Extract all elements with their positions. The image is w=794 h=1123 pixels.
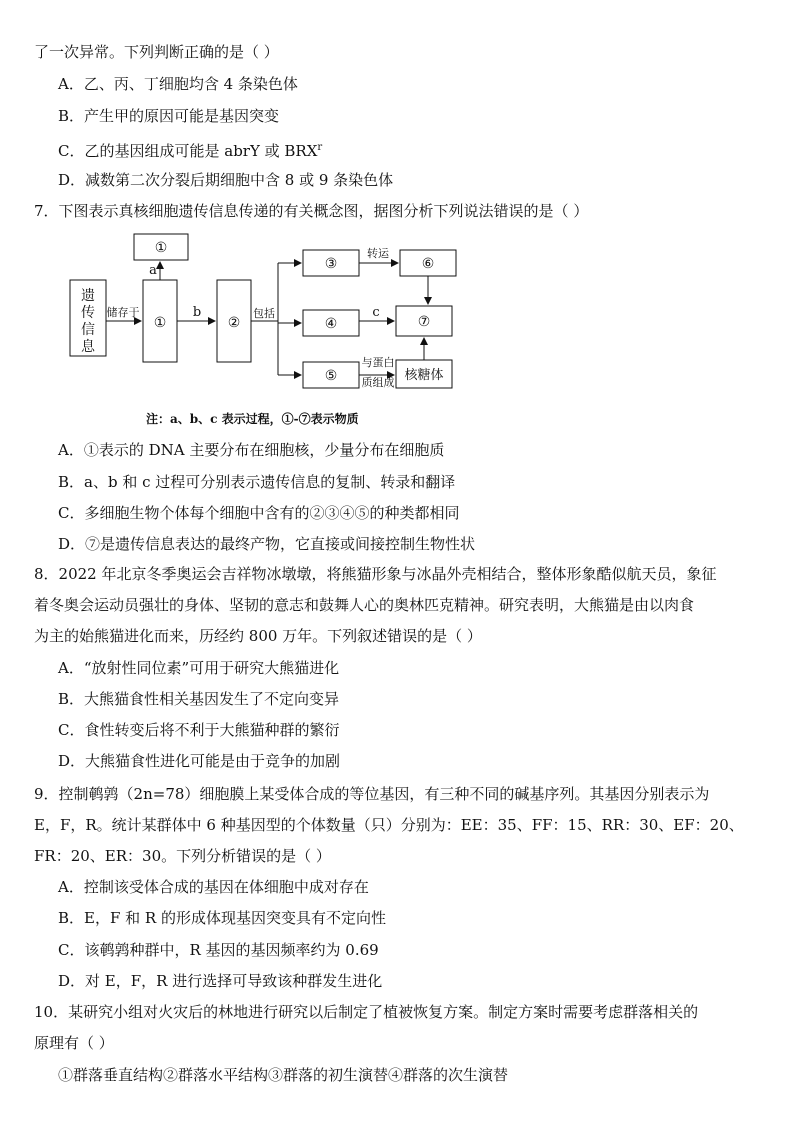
box-3-label: ③ [324, 256, 338, 272]
process-c-label: c [372, 305, 380, 320]
box-5-label: ⑤ [324, 368, 338, 384]
q9-option-d: D．对 E，F，R 进行选择可导致该种群发生进化 [58, 972, 383, 990]
include-label: 包括 [253, 307, 275, 320]
stored-in-label: 储存于 [106, 306, 140, 319]
q6-option-c-sup: r [317, 142, 323, 153]
q7-diagram-note: 注：a、b、c 表示过程，①-⑦表示物质 [146, 412, 359, 426]
q7-option-d: D．⑦是遗传信息表达的最终产物，它直接或间接控制生物性状 [58, 535, 476, 553]
process-b-label: b [192, 305, 202, 320]
genetic-info-char-3: 信 [81, 322, 95, 338]
q7-option-c: C．多细胞生物个体每个细胞中含有的②③④⑤的种类都相同 [58, 504, 460, 522]
q8-option-a: A．“放射性同位素”可用于研究大熊猫进化 [58, 659, 340, 677]
box-4-label: ④ [324, 316, 338, 332]
box-2-label: ② [227, 315, 241, 331]
box-7-label: ⑦ [417, 314, 431, 330]
q9-stem-line-1: 9．控制鹌鹑（2n=78）细胞膜上某受体合成的等位基因，有三种不同的碱基序列。其基因分别表示为 [34, 785, 710, 803]
process-a-label: a [149, 263, 157, 278]
q9-stem-line-2: E，F，R。统计某群体中 6 种基因型的个体数量（只）分别为：EE：35、FF：15、RR：30、EF：20、 [34, 816, 744, 834]
q8-stem-line-3: 为主的始熊猫进化而来，历经约 800 万年。下列叙述错误的是（ ） [34, 627, 482, 645]
with-protein-label: 与蛋白 [361, 356, 395, 369]
box-1-top-label: ① [154, 240, 168, 256]
transport-label: 转运 [367, 247, 389, 260]
q10-stem-line-2: 原理有（ ） [34, 1034, 114, 1052]
q8-option-b: B．大熊猫食性相关基因发生了不定向变异 [58, 690, 340, 708]
q9-option-b: B．E，F 和 R 的形成体现基因突变具有不定向性 [58, 909, 386, 927]
q7-concept-diagram [66, 228, 466, 398]
q6-option-d: D．减数第二次分裂后期细胞中含 8 或 9 条染色体 [58, 171, 394, 189]
q8-stem-line-1: 8．2022 年北京冬季奥运会吉祥物冰墩墩，将熊猫形象与冰晶外壳相结合，整体形象酷似航天员，象征 [34, 565, 717, 583]
genetic-info-char-2: 传 [81, 305, 95, 321]
q9-option-c: C．该鹌鹑种群中，R 基因的基因频率约为 0.69 [58, 941, 379, 959]
box-1-label: ① [153, 315, 167, 331]
q6-option-a: A．乙、丙、丁细胞均含 4 条染色体 [58, 75, 298, 93]
q6-stem-tail: 了一次异常。下列判断正确的是（ ） [34, 43, 279, 61]
q6-option-b: B．产生甲的原因可能是基因突变 [58, 107, 280, 125]
q10-stem-line-1: 10．某研究小组对火灾后的林地进行研究以后制定了植被恢复方案。制定方案时需要考虑群落相关的 [34, 1003, 699, 1021]
q7-option-b: B．a、b 和 c 过程可分别表示遗传信息的复制、转录和翻译 [58, 473, 456, 491]
q7-stem: 7．下图表示真核细胞遗传信息传递的有关概念图，据图分析下列说法错误的是（ ） [34, 202, 589, 220]
q6-option-c-text: C．乙的基因组成可能是 abrY 或 BRX [58, 142, 318, 160]
genetic-info-char-1: 遗 [81, 288, 95, 304]
q6-option-c [58, 138, 322, 161]
q8-option-d: D．大熊猫食性进化可能是由于竞争的加剧 [58, 752, 341, 770]
composed-label: 质组成 [361, 376, 395, 389]
ribosome-label: 核糖体 [404, 368, 444, 383]
q9-option-a: A．控制该受体合成的基因在体细胞中成对存在 [58, 878, 369, 896]
box-6-label: ⑥ [421, 256, 435, 272]
q8-option-c: C．食性转变后将不利于大熊猫种群的繁衍 [58, 721, 340, 739]
genetic-info-char-4: 息 [81, 339, 95, 355]
q7-option-a: A．①表示的 DNA 主要分布在细胞核，少量分布在细胞质 [58, 441, 445, 459]
q10-items: ①群落垂直结构②群落水平结构③群落的初生演替④群落的次生演替 [58, 1066, 509, 1084]
q9-stem-line-3: FR：20、ER：30。下列分析错误的是（ ） [34, 847, 331, 865]
q8-stem-line-2: 着冬奥会运动员强壮的身体、坚韧的意志和鼓舞人心的奥林匹克精神。研究表明，大熊猫是由以肉食 [34, 596, 695, 614]
